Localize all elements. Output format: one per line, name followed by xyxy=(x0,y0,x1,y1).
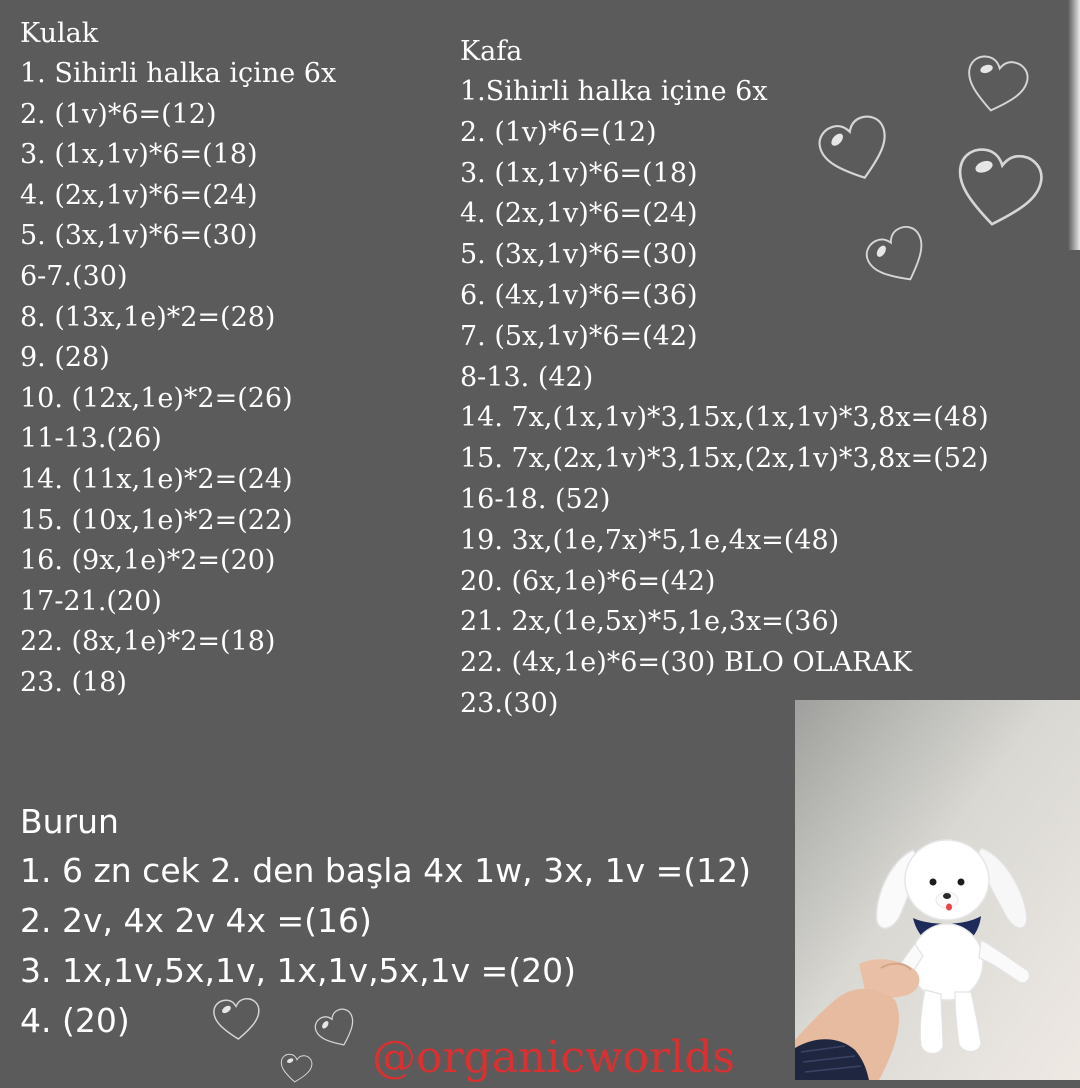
burun-row: 2. 2v, 4x 2v 4x =(16) xyxy=(20,901,372,940)
kafa-row: 3. (1x,1v)*6=(18) xyxy=(460,157,698,189)
kulak-row: 16. (9x,1e)*2=(20) xyxy=(20,545,276,577)
kafa-row: 5. (3x,1v)*6=(30) xyxy=(460,239,698,271)
burun-section xyxy=(20,798,751,1046)
kafa-row: 8-13. (42) xyxy=(460,361,594,393)
kulak-title: Kulak xyxy=(20,18,99,49)
kulak-row: 1. Sihirli halka içine 6x xyxy=(20,58,337,89)
kulak-row: 11-13.(26) xyxy=(20,423,162,455)
kafa-row: 20. (6x,1e)*6=(42) xyxy=(460,565,716,597)
kulak-row: 2. (1v)*6=(12) xyxy=(20,98,217,130)
burun-title: Burun xyxy=(20,802,119,841)
kafa-row: 23.(30) xyxy=(460,687,559,719)
kulak-row: 14. (11x,1e)*2=(24) xyxy=(20,463,293,495)
kafa-row: 21. 2x,(1e,5x)*5,1e,3x=(36) xyxy=(460,606,840,638)
heart-bubble-icon xyxy=(946,143,1050,238)
scrollbar-edge xyxy=(1068,0,1080,250)
heart-bubble-icon xyxy=(958,50,1033,122)
burun-row: 4. (20) xyxy=(20,1001,130,1040)
kulak-row: 4. (2x,1v)*6=(24) xyxy=(20,179,258,211)
kulak-section xyxy=(20,14,336,704)
kafa-row: 4. (2x,1v)*6=(24) xyxy=(460,198,698,230)
burun-row: 1. 6 zn cek 2. den başla 4x 1w, 3x, 1v =(12) xyxy=(20,851,751,890)
kulak-row: 10. (12x,1e)*2=(26) xyxy=(20,382,293,414)
kafa-row: 15. 7x,(2x,1v)*3,15x,(2x,1v)*3,8x=(52) xyxy=(460,443,989,475)
kafa-row: 6. (4x,1v)*6=(36) xyxy=(460,279,698,311)
heart-bubble-icon xyxy=(209,996,266,1044)
kulak-row: 9. (28) xyxy=(20,342,110,374)
kafa-row: 2. (1v)*6=(12) xyxy=(460,116,657,148)
crochet-bunny-photo xyxy=(795,700,1080,1080)
kafa-title: Kafa xyxy=(460,36,523,67)
kulak-row: 23. (18) xyxy=(20,666,127,698)
kulak-row: 22. (8x,1e)*2=(18) xyxy=(20,626,276,658)
kulak-row: 5. (3x,1v)*6=(30) xyxy=(20,220,258,252)
kafa-row: 1.Sihirli halka içine 6x xyxy=(460,76,768,107)
kulak-row: 8. (13x,1e)*2=(28) xyxy=(20,301,276,333)
kulak-row: 17-21.(20) xyxy=(20,585,162,617)
kafa-row: 14. 7x,(1x,1v)*3,15x,(1x,1v)*3,8x=(48) xyxy=(460,402,989,434)
kulak-row: 3. (1x,1v)*6=(18) xyxy=(20,139,258,171)
kafa-row: 22. (4x,1e)*6=(30) BLO OLARAK xyxy=(460,647,913,679)
kafa-row: 19. 3x,(1e,7x)*5,1e,4x=(48) xyxy=(460,524,840,556)
watermark-handle: @organicworlds xyxy=(372,1032,735,1083)
kulak-row: 6-7.(30) xyxy=(20,260,128,292)
kafa-row: 7. (5x,1v)*6=(42) xyxy=(460,320,698,352)
kafa-section xyxy=(460,32,989,725)
kafa-row: 16-18. (52) xyxy=(460,483,611,515)
kulak-row: 15. (10x,1e)*2=(22) xyxy=(20,504,293,536)
heart-bubble-icon xyxy=(275,1052,318,1086)
burun-row: 3. 1x,1v,5x,1v, 1x,1v,5x,1v =(20) xyxy=(20,951,576,990)
